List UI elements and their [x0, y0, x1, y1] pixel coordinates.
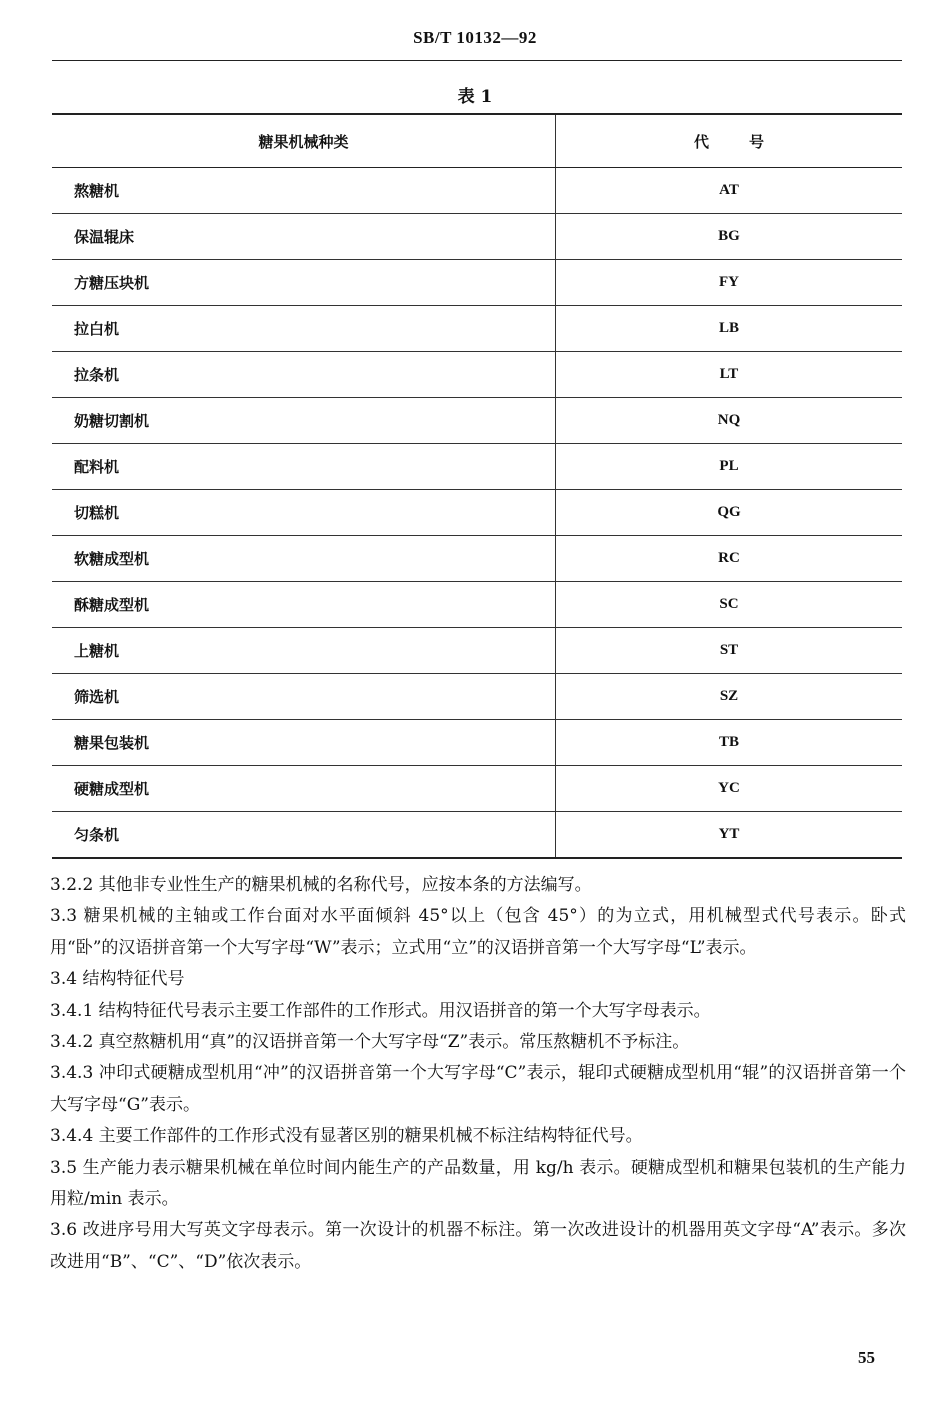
- code-cell: YC: [556, 766, 903, 812]
- code-cell: YT: [718, 826, 740, 842]
- machine-type-cell: 软糖成型机: [52, 536, 556, 582]
- paragraph-3-6: 3.6 改进序号用大写英文字母表示。第一次设计的机器不标注。第一次改进设计的机器用英文字母“A”表示。多次改进用“B”、“C”、“D”依次表示。: [50, 1220, 906, 1272]
- table-row: [52, 674, 902, 720]
- code-cell: SC: [556, 582, 903, 628]
- table-title: 表 1: [457, 87, 493, 107]
- table-row: [52, 536, 902, 582]
- body-text: [50, 870, 906, 1278]
- column-header-machine-type: 糖果机械种类: [52, 114, 556, 168]
- code-cell: LB: [556, 306, 903, 352]
- column-header-code: 代号: [556, 114, 903, 168]
- table-header-row: [52, 114, 902, 168]
- machine-type-cell: 保温辊床: [52, 214, 556, 260]
- paragraph-3-4-3: 3.4.3 冲印式硬糖成型机用“冲”的汉语拼音第一个大写字母“C”表示，辊印式硬糖成型机用“辊”的汉语拼音第一个大写字母“G”表示。: [50, 1063, 906, 1115]
- machine-type-cell: 拉白机: [52, 306, 556, 352]
- paragraph-3-2-2: 3.2.2 其他非专业性生产的糖果机械的名称代号，应按本条的方法编写。: [50, 875, 592, 895]
- header-rule: [52, 60, 902, 61]
- page-header-standard-number: SB/T 10132—92: [413, 28, 537, 47]
- machine-type-cell: 筛选机: [52, 674, 556, 720]
- code-cell: PL: [556, 444, 903, 490]
- machine-type-cell: 切糕机: [52, 490, 556, 536]
- machine-type-cell: 匀条机: [52, 812, 556, 859]
- table-row: [52, 306, 902, 352]
- machine-type-cell: 拉条机: [52, 352, 556, 398]
- machine-type-cell: 奶糖切割机: [52, 398, 556, 444]
- code-cell: TB: [556, 720, 903, 766]
- table-row: [52, 766, 902, 812]
- code-cell: AT: [556, 168, 903, 214]
- paragraph-3-4-4: 3.4.4 主要工作部件的工作形式没有显著区别的糖果机械不标注结构特征代号。: [50, 1126, 643, 1147]
- machine-type-cell: 酥糖成型机: [52, 582, 556, 628]
- paragraph-3-4: 3.4 结构特征代号: [50, 969, 185, 990]
- table-row: [52, 812, 902, 859]
- table-row: [52, 398, 902, 444]
- machine-type-cell: 上糖机: [52, 628, 556, 674]
- code-cell: BG: [556, 214, 903, 260]
- machine-type-cell: 配料机: [52, 444, 556, 490]
- machine-type-cell: 方糖压块机: [52, 260, 556, 306]
- paragraph-3-4-2: 3.4.2 真空熬糖机用“真”的汉语拼音第一个大写字母“Z”表示。常压熬糖机不予标注。: [50, 1032, 690, 1053]
- code-cell: ST: [556, 628, 903, 674]
- code-cell: FY: [556, 260, 903, 306]
- code-cell: LT: [556, 352, 903, 398]
- paragraph-3-4-1: 3.4.1 结构特征代号表示主要工作部件的工作形式。用汉语拼音的第一个大写字母表示。: [50, 1000, 711, 1021]
- code-cell: SZ: [556, 674, 903, 720]
- code-cell: QG: [556, 490, 903, 536]
- table-row: [52, 214, 902, 260]
- machine-type-cell: 熬糖机: [52, 168, 556, 214]
- table-row: [52, 444, 902, 490]
- table-row: [52, 582, 902, 628]
- table-row: [52, 260, 902, 306]
- code-cell: RC: [556, 536, 903, 582]
- table-row: [52, 628, 902, 674]
- paragraph-3-3: 3.3 糖果机械的主轴或工作台面对水平面倾斜 45°以上（包含 45°）的为立式，用机械型式代号表示。卧式用“卧”的汉语拼音第一个大写字母“W”表示；立式用“立”的汉语拼音第一个大写字母“L”表示。: [50, 906, 906, 958]
- page-number: 55: [858, 1348, 875, 1367]
- table-row: [52, 168, 902, 214]
- table-row: [52, 352, 902, 398]
- code-cell: NQ: [556, 398, 903, 444]
- table-row: [52, 490, 902, 536]
- machine-type-cell: 糖果包装机: [52, 720, 556, 766]
- table-row: [52, 720, 902, 766]
- paragraph-3-5: 3.5 生产能力表示糖果机械在单位时间内能生产的产品数量，用 kg/h 表示。硬糖成型机和糖果包装机的生产能力用粒/min 表示。: [50, 1157, 906, 1210]
- machine-type-cell: 硬糖成型机: [52, 766, 556, 812]
- candy-machinery-code-table: [52, 113, 902, 859]
